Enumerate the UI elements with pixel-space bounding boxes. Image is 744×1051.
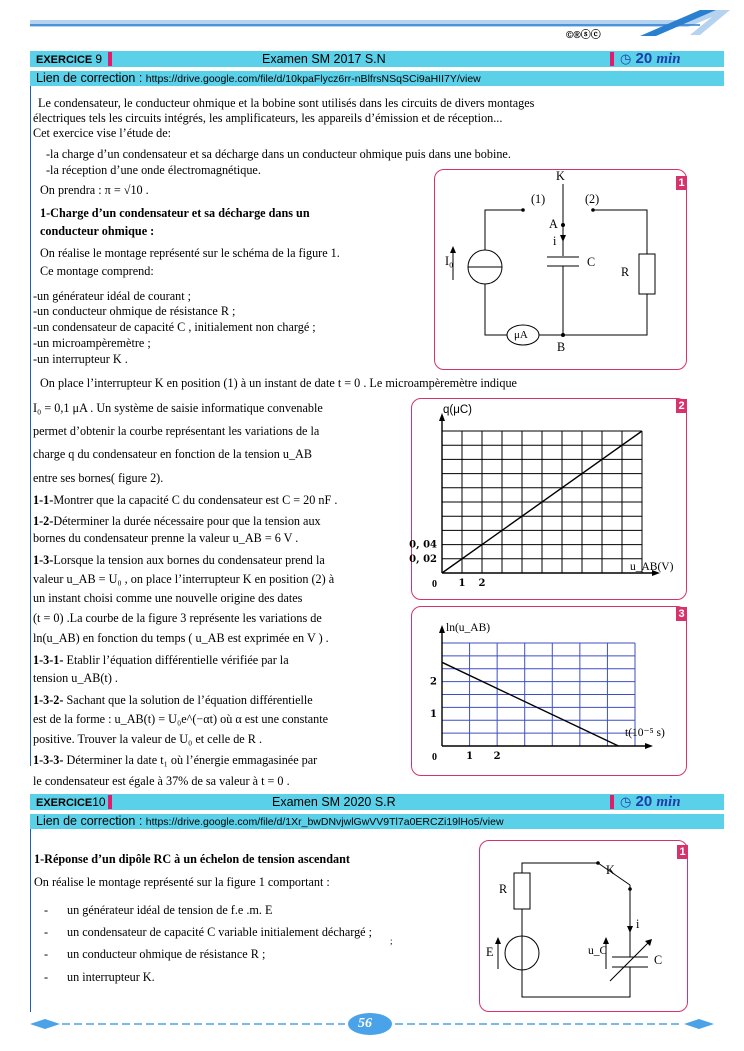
part-title: conducteur ohmique : (40, 224, 155, 238)
chart-3-ylabel: ln(u_AB) (446, 622, 491, 634)
list-item: un générateur idéal de tension de f.e .m. E (67, 903, 273, 917)
chart-2-xlabel: u_AB(V) (630, 561, 674, 573)
intro-line: Le condensateur, le conducteur ohmique et la bobine sont utilisés dans les circuits de divers montages (38, 96, 535, 110)
x-axis-arrow (645, 743, 653, 749)
capacitor-voltage-label: u_C (588, 945, 608, 957)
header-marker (610, 795, 614, 809)
y-tick-label: 2 (430, 676, 437, 688)
clock-icon: ◷ (620, 51, 632, 66)
paragraph: est de la forme : u_AB(t) = U₀e^(−αt) où α est une constante (33, 712, 329, 726)
intro-line: -la réception d’une onde électromagnétique. (46, 163, 261, 177)
chart-3-xlabel: t(10⁻⁵ s) (625, 727, 665, 739)
microammeter-label: μA (514, 329, 528, 341)
correction-link-bar (30, 814, 724, 829)
pi-value: On prendra : π = √10 . (40, 183, 149, 197)
resistor-label: R (499, 882, 508, 896)
switch-label: K (606, 863, 615, 877)
current-source-label: I₀ (445, 254, 454, 268)
list-dash: - (44, 947, 49, 961)
list-item: -un conducteur ohmique de résistance R ; (33, 304, 236, 318)
duration: ◷ 20 min (620, 793, 681, 810)
correction-link[interactable]: https://drive.google.com/file/d/10kpaFlycz6rr-nBlfrsNSqSCi9aHII7Y/view (145, 73, 481, 85)
rc-circuit-diagram (480, 841, 687, 1011)
figure-1-rc-circuit (479, 840, 688, 1012)
figure-2-chart (411, 398, 687, 600)
link-label: Lien de correction : (36, 71, 143, 85)
correction-link[interactable]: https://drive.google.com/file/d/1Xr_bwDNvjwlGwVV9Tl7a0ERCZi19lHo5/view (145, 816, 504, 828)
intro-line: -la charge d’un condensateur et sa décharge dans un conducteur ohmique puis dans une bobine. (46, 147, 511, 161)
paragraph: un instant choisi comme une nouvelle origine des dates (33, 591, 303, 605)
paragraph: valeur u_AB = U₀ , on place l’interrupteur K en position (2) à (33, 572, 335, 586)
x-tick-label: 1 (466, 751, 474, 762)
paragraph: entre ses bornes( figure 2). (33, 471, 164, 485)
duration: ◷ 20 min (620, 50, 681, 67)
figure-3-chart (411, 606, 687, 776)
list-item: un interrupteur K. (67, 970, 155, 984)
y-tick-label: 0, 04 (409, 539, 437, 551)
clock-icon: ◷ (620, 794, 632, 809)
paragraph: I₀ = 0,1 μA . Un système de saisie informatique convenable (33, 401, 323, 415)
list-dash: - (44, 970, 49, 984)
x-tick-label: 1 (458, 578, 466, 589)
exercise-title: Examen SM 2020 S.R (272, 795, 396, 809)
figure-1-circuit (434, 169, 687, 370)
list-dash: - (44, 925, 49, 939)
header-marker (108, 795, 112, 809)
part-title: 1-Charge d’un condensateur et sa décharge dans un (40, 206, 310, 220)
paragraph: permet d’obtenir la courbe représentant les variations de la (33, 424, 320, 438)
list-item: -un interrupteur K . (33, 352, 128, 366)
figure-number: 1 (677, 845, 688, 859)
paragraph: tension u_AB(t) . (33, 671, 118, 685)
exercise-title: Examen SM 2017 S.N (262, 52, 386, 66)
footer-decoration (0, 1010, 744, 1040)
question-1-3-3: 1-3-3- Déterminer la date t₁ où l’énergie emmagasinée par (33, 753, 318, 767)
paragraph: ln(u_AB) en fonction du temps ( u_AB est exprimée en V ) . (33, 631, 329, 645)
paragraph: On réalise le montage représenté sur la figure 1 comportant : (34, 875, 330, 889)
resistor-label: R (621, 265, 630, 279)
figure-number: 3 (676, 607, 687, 621)
figure-number: 2 (676, 399, 687, 413)
header-marker (108, 52, 112, 66)
paragraph: le condensateur est égale à 37% de sa valeur à t = 0 . (33, 774, 290, 788)
x-tick-label: 2 (478, 578, 486, 589)
chart-2-origin: 0 (432, 579, 437, 590)
paragraph: On place l’interrupteur K en position (1) à un instant de date t = 0 . Le microampèremètre indique (40, 376, 517, 390)
correction-link-bar (30, 71, 724, 86)
paragraph: Ce montage comprend: (40, 264, 154, 278)
figure-number: 1 (676, 176, 687, 190)
exercise-10-header (30, 794, 724, 810)
switch-label: K (556, 169, 565, 183)
header-decoration (0, 0, 744, 40)
current-label: i (553, 234, 557, 248)
link-label: Lien de correction : (36, 814, 143, 828)
chart-2-ylabel: q(μC) (443, 404, 472, 416)
intro-line: électriques tels les circuits intégrés, les amplificateurs, les appareils d’émission et de réception... (33, 111, 503, 125)
question-1-3: 1-3-Lorsque la tension aux bornes du condensateur prend la (33, 553, 325, 567)
paragraph: (t = 0) .La courbe de la figure 3 représente les variations de (33, 611, 322, 625)
node-a-label: A (549, 217, 558, 231)
list-item: un condensateur de capacité C variable initialement déchargé ; (67, 925, 373, 939)
question-1-2: 1-2-Déterminer la durée nécessaire pour que la tension aux (33, 514, 321, 528)
capacitor-label: C (587, 255, 596, 269)
list-item: -un générateur idéal de courant ; (33, 289, 192, 303)
y-axis-arrow (439, 625, 445, 633)
paragraph: bornes du condensateur prenne la valeur u_AB = 6 V . (33, 531, 299, 545)
generator-label: E (486, 945, 494, 959)
y-tick-label: 0, 02 (409, 553, 437, 565)
intro-line: Cet exercice vise l’étude de: (33, 126, 172, 140)
y-tick-label: 1 (430, 708, 437, 720)
list-item: -un microampèremètre ; (33, 336, 151, 350)
position-1-label: (1) (531, 192, 546, 206)
question-1-3-2: 1-3-2- Sachant que la solution de l’équation différentielle (33, 693, 313, 707)
chart-3-origin: 0 (432, 752, 437, 763)
question-1-3-1: 1-3-1- Etablir l’équation différentielle vérifiée par la (33, 653, 289, 667)
position-2-label: (2) (585, 192, 600, 206)
list-dash: - (44, 903, 49, 917)
node-b-label: B (557, 340, 566, 354)
part-title: 1-Réponse d’un dipôle RC à un échelon de tension ascendant (34, 852, 350, 866)
exercise-label: EXERCICE10 (36, 795, 106, 809)
current-label: i (636, 917, 640, 931)
license-badge: ©®ⓢⓒ (566, 30, 601, 41)
capacitor-label: C (654, 953, 663, 967)
exercise-9-header (30, 51, 724, 67)
stray-mark: ; (390, 936, 393, 946)
exercise-label: EXERCICE 9 (36, 52, 102, 66)
question-1-1: 1-1-Montrer que la capacité C du condensateur est C = 20 nF . (33, 493, 338, 507)
list-item: un conducteur ohmique de résistance R ; (67, 947, 266, 961)
paragraph: positive. Trouver la valeur de U₀ et celle de R . (33, 732, 262, 746)
x-tick-label: 2 (493, 751, 501, 762)
page-number: 56 (358, 1016, 372, 1031)
paragraph: On réalise le montage représenté sur le schéma de la figure 1. (40, 246, 340, 260)
header-marker (610, 52, 614, 66)
left-border (30, 829, 31, 1012)
paragraph: charge q du condensateur en fonction de la tension u_AB (33, 447, 312, 461)
left-border (30, 86, 31, 766)
list-item: -un condensateur de capacité C , initialement non chargé ; (33, 320, 316, 334)
